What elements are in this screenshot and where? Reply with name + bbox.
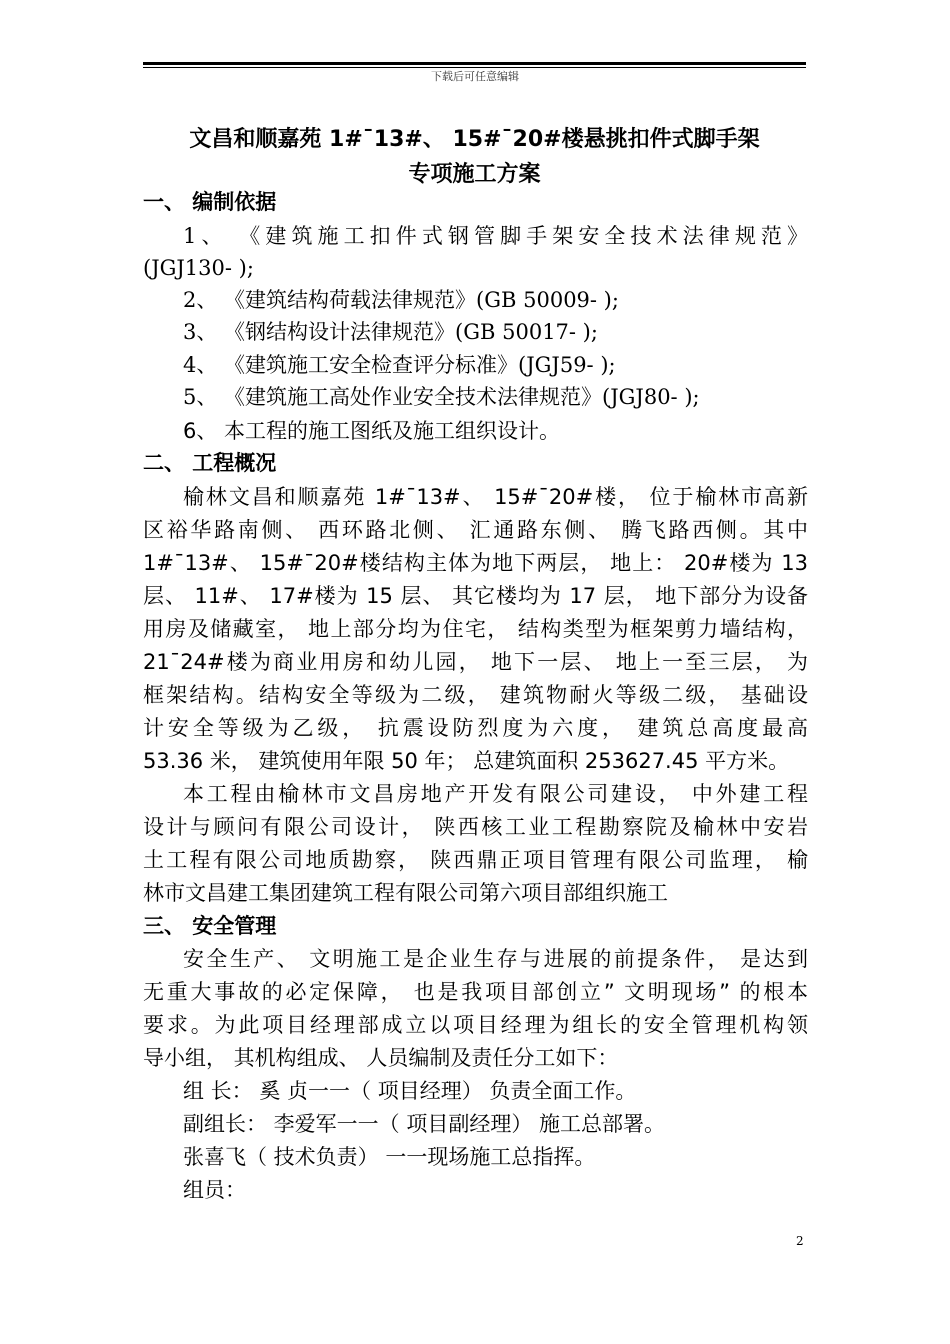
reference-item: 5、 《建筑施工高处作业安全技术法律规范》(JGJ80- ); <box>183 385 700 409</box>
paragraph-line: 榆林文昌和顺嘉苑 1#¯13#、 15#¯20#楼， 位于榆林市高新 <box>183 485 808 509</box>
reference-item: 3、 《钢结构设计法律规范》(GB 50017- ); <box>183 320 598 344</box>
paragraph-line: 设计与顾问有限公司设计， 陕西核工业工程勘察院及榆林中安岩 <box>143 815 808 839</box>
reference-item: 2、 《建筑结构荷载法律规范》(GB 50009- ); <box>183 288 619 312</box>
reference-item: (JGJ130- ); <box>143 256 254 280</box>
paragraph-line: 无重大事故的必定保障， 也是我项目部创立” 文明现场” 的根本 <box>143 980 808 1004</box>
paragraph-line: 1#¯13#、 15#¯20#楼结构主体为地下两层， 地上： 20#楼为 13 <box>143 551 808 575</box>
page-number: 2 <box>796 1234 804 1248</box>
reference-item: 1、 《建筑施工扣件式钢管脚手架安全技术法律规范》 <box>183 224 808 248</box>
paragraph-line: 层、 11#、 17#楼为 15 层、 其它楼均为 17 层， 地下部分为设备 <box>143 584 808 608</box>
paragraph-line: 21¯24#楼为商业用房和幼儿园， 地下一层、 地上一至三层， 为 <box>143 650 808 674</box>
paragraph-line: 本工程由榆林市文昌房地产开发有限公司建设， 中外建工程 <box>183 782 808 806</box>
paragraph-line: 框架结构。结构安全等级为二级， 建筑物耐火等级二级， 基础设 <box>143 683 808 707</box>
member-line: 副组长： 李爱军一一（ 项目副经理） 施工总部署。 <box>183 1112 666 1136</box>
document-title-line2: 专项施工方案 <box>408 162 541 187</box>
paragraph-line: 林市文昌建工集团建筑工程有限公司第六项目部组织施工 <box>143 881 668 905</box>
header-rule <box>143 62 806 65</box>
paragraph-line: 导小组， 其机构组成、 人员编制及责任分工如下： <box>143 1046 619 1070</box>
paragraph-line: 区裕华路南侧、 西环路北侧、 汇通路东侧、 腾飞路西侧。其中 <box>143 518 808 542</box>
header-note: 下载后可任意编辑 <box>431 70 519 83</box>
document-title-line1: 文昌和顺嘉苑 1#¯13#、 15#¯20#楼悬挑扣件式脚手架 <box>189 127 760 152</box>
section1-heading: 一、 编制依据 <box>143 190 277 214</box>
member-line: 组员： <box>183 1178 246 1202</box>
member-line: 组 长： 奚 贞一一（ 项目经理） 负责全面工作。 <box>183 1079 637 1103</box>
paragraph-line: 土工程有限公司地质勘察， 陕西鼎正项目管理有限公司监理， 榆 <box>143 848 808 872</box>
paragraph-line: 要求。为此项目经理部成立以项目经理为组长的安全管理机构领 <box>143 1013 808 1037</box>
reference-item: 4、 《建筑施工安全检查评分标准》(JGJ59- ); <box>183 353 616 377</box>
paragraph-line: 53.36 米， 建筑使用年限 50 年； 总建筑面积 253627.45 平方米。 <box>143 749 790 773</box>
paragraph-line: 用房及储藏室， 地上部分均为住宅， 结构类型为框架剪力墙结构， <box>143 617 808 641</box>
section2-heading: 二、 工程概况 <box>143 451 277 475</box>
reference-item: 6、 本工程的施工图纸及施工组织设计。 <box>183 419 561 443</box>
section3-heading: 三、 安全管理 <box>143 914 277 938</box>
paragraph-line: 计安全等级为乙级， 抗震设防烈度为六度， 建筑总高度最高 <box>143 716 808 740</box>
member-line: 张喜飞（ 技术负责） 一一现场施工总指挥。 <box>183 1145 596 1169</box>
paragraph-line: 安全生产、 文明施工是企业生存与进展的前提条件， 是达到 <box>183 947 808 971</box>
